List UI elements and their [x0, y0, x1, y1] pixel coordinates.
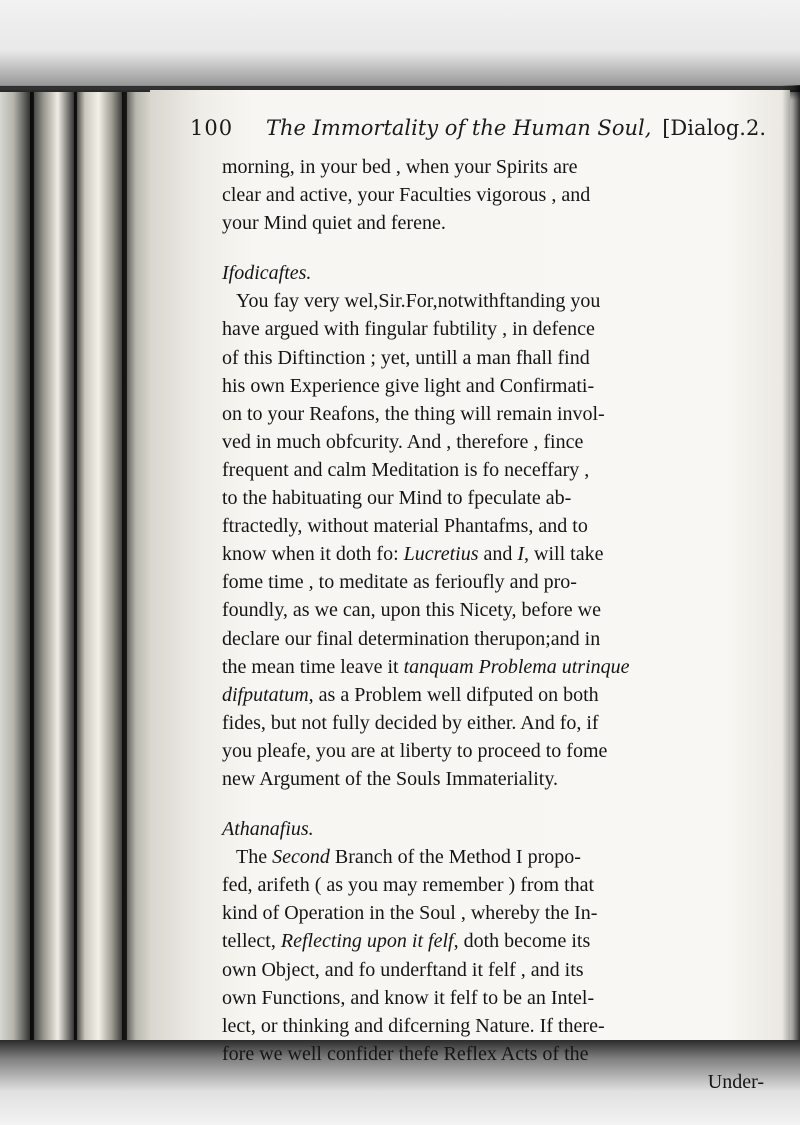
text-run: know when it doth fo: — [222, 543, 404, 566]
text-line: ved in much obfcurity. And , therefore , fince — [222, 430, 584, 453]
speaker-name: Athanafius. — [222, 818, 314, 841]
text-line: fome time , to meditate as ferioufly and pro- — [222, 571, 577, 594]
speaker-name: Ifodicaftes. — [222, 262, 312, 285]
text-run: and — [478, 543, 518, 566]
spine-edge-line — [30, 92, 34, 1042]
text-run: The — [236, 846, 273, 869]
text-line: own Functions, and know it felf to be an Intel- — [222, 986, 595, 1009]
text-line: of this Diftinction ; yet, untill a man fhall find — [222, 346, 590, 369]
catchword: Under- — [707, 1070, 764, 1093]
text-line: own Object, and fo underftand it felf , and its — [222, 958, 584, 981]
running-head — [190, 110, 780, 150]
body-text — [222, 153, 772, 1096]
text-line: on to your Reafons, the thing will remain invol- — [222, 402, 605, 425]
italic-phrase: Reflecting upon it felf — [280, 930, 454, 953]
text-line — [222, 843, 772, 871]
text-line: foundly, as we can, upon this Nicety, before we — [222, 599, 601, 622]
text-line: your Mind quiet and ferene. — [222, 212, 446, 235]
text-line: his own Experience give light and Confirmati- — [222, 374, 595, 397]
spine-edge-line — [74, 92, 77, 1042]
text-line: fore we well confider thefe Reflex Acts of the — [222, 1042, 589, 1065]
paragraph-gap — [222, 793, 772, 815]
dialog-marker: [Dialog.2. — [662, 116, 766, 140]
italic-name: I — [517, 543, 525, 566]
text-run: the mean time leave it — [222, 655, 404, 678]
text-line: frequent and calm Meditation is fo neceffary , — [222, 458, 590, 481]
text-line: declare our final determination therupon;and in — [222, 627, 601, 650]
running-title: The Immortality of the Human Soul, — [266, 116, 652, 140]
text-line: You fay very wel,Sir.For,notwithftanding you — [236, 290, 601, 313]
text-line — [222, 540, 772, 568]
text-line — [222, 653, 772, 681]
italic-name: Lucretius — [403, 543, 479, 566]
text-line: ftractedly, without material Phantafms, and to — [222, 515, 588, 538]
text-line: clear and active, your Faculties vigorous , and — [222, 184, 591, 207]
text-line: kind of Operation in the Soul , whereby the In- — [222, 902, 598, 925]
text-run: Branch of the Method I propo- — [329, 846, 581, 869]
text-run: , as a Problem well difputed on both — [308, 683, 599, 706]
page-right-shadow — [782, 85, 800, 1045]
latin-phrase: difputatum — [222, 683, 309, 706]
text-line: you pleafe, you are at liberty to proceed to fome — [222, 739, 608, 762]
page-number: 100 — [190, 116, 234, 140]
text-line — [222, 681, 772, 709]
paragraph-gap — [222, 237, 772, 259]
text-line: to the habituating our Mind to fpeculate ab- — [222, 487, 572, 510]
text-line: new Argument of the Souls Immateriality. — [222, 767, 559, 790]
text-run: , will take — [524, 543, 604, 566]
spine-edge-line — [122, 92, 127, 1042]
text-line: lect, or thinking and difcerning Nature. If there- — [222, 1014, 605, 1037]
italic-word: Second — [272, 846, 330, 869]
text-line — [222, 927, 772, 955]
text-run: tellect, — [222, 930, 281, 953]
text-line: fed, arifeth ( as you may remember ) from that — [222, 874, 595, 897]
text-line: morning, in your bed , when your Spirits are — [222, 156, 578, 178]
scan-top-border — [0, 0, 800, 92]
text-line: have argued with fingular fubtility , in defence — [222, 318, 595, 341]
latin-phrase: tanquam Problema utrinque — [403, 655, 630, 678]
book-spine-shadow — [0, 92, 170, 1042]
text-line: fides, but not fully decided by either. And fo, if — [222, 711, 599, 734]
text-run: , doth become its — [453, 930, 591, 953]
